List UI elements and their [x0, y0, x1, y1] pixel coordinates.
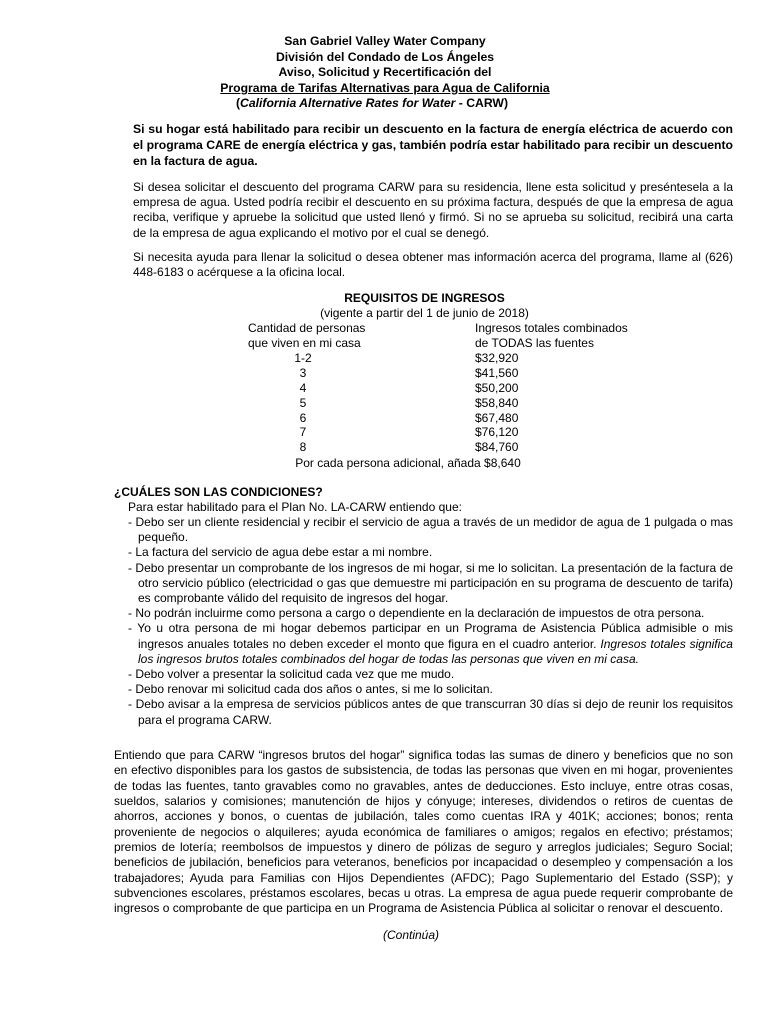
persons-cell: 3 — [299, 365, 307, 380]
persons-header-line2: que viven en mi casa — [248, 336, 361, 351]
document-header — [0, 34, 770, 112]
amount-cell: $32,920 — [475, 351, 519, 365]
table-row — [248, 381, 548, 396]
application-paragraph: Si desea solicitar el descuento del programa CARW para su residencia, llene esta solicitud y preséntesela a la empresa de agua. Usted podría recibir el descuento en su próxima factura, después de que la empresa de agua reciba, verifique y apruebe la solicitud que usted llenó y firmó. Si no se aprueba su solicitud, recibirá una carta de la empresa de agua explicando el motivo por el cual se denegó. — [133, 180, 733, 240]
persons-cell: 4 — [299, 380, 307, 395]
list-item: - No podrán incluirme como persona a cargo o dependiente en la declaración de impuestos de otra persona. — [128, 606, 705, 621]
income-header-line2: de TODAS las fuentes — [475, 336, 594, 351]
persons-cell: 5 — [299, 395, 307, 410]
persons-header-line1: Cantidad de personas — [248, 321, 366, 335]
conditions-title: ¿CUÁLES SON LAS CONDICIONES? — [114, 485, 323, 499]
list-item: - Debo presentar un comprobante de los ingresos de mi hogar, si me lo solicitan. La presentación de la factura de otro servicio público (electricidad o gas que demuestre mi participación en su programa de descuento de tarifa) es comprobante válido del requisito de ingresos del hogar. — [128, 560, 733, 606]
amount-cell: $76,120 — [475, 425, 519, 440]
amount-cell: $41,560 — [475, 365, 519, 380]
amount-cell: $50,200 — [475, 380, 519, 395]
eligibility-intro: Si su hogar está habilitado para recibir un descuento en la factura de energía eléctrica de acuerdo con el programa CARE de energía eléctrica y gas, también podría estar habilitado para recibir un descuento en la factura de agua. — [133, 122, 733, 168]
list-item: - Debo avisar a la empresa de servicios públicos antes de que transcurran 30 días si dejo de reunir los requisitos para el programa CARW. — [128, 697, 733, 727]
additional-person-note: Por cada persona adicional, añada $8,640 — [295, 456, 521, 470]
program-title: Programa de Tarifas Alternativas para Agua de California — [220, 80, 550, 95]
income-header-line1: Ingresos totales combinados — [475, 321, 628, 335]
persons-cell: 6 — [299, 410, 307, 425]
table-row — [248, 425, 548, 440]
list-item-italic-note: Ingresos totales significa los ingresos brutos totales combinados del hogar de todas las personas que viven en mi casa. — [138, 636, 733, 666]
conditions-list — [128, 515, 733, 728]
list-item: - La factura del servicio de agua debe estar a mi nombre. — [128, 545, 433, 560]
table-row — [248, 366, 548, 381]
program-english-name — [0, 96, 770, 112]
income-table — [248, 351, 548, 455]
persons-cell: 1-2 — [294, 351, 312, 365]
list-item: - Debo renovar mi solicitud cada dos años o antes, si me lo solicitan. — [128, 682, 493, 697]
list-item — [128, 621, 733, 667]
amount-cell: $67,480 — [475, 410, 519, 425]
program-english-italic: California Alternative Rates for Water — [240, 96, 456, 111]
conditions-intro: Para estar habilitado para el Plan No. LA-CARW entiendo que: — [128, 500, 462, 514]
continued-note: (Continúa) — [382, 928, 440, 942]
company-name: San Gabriel Valley Water Company — [284, 34, 486, 48]
list-item-text: - Yo u otra persona de mi hogar debemos participar en un Programa de Asistencia Pública admisible o mis ingresos anuales totales no deben exceder el monto que figura en el cuadro anterior. — [128, 621, 733, 651]
amount-cell: $58,840 — [475, 395, 519, 410]
list-item: - Debo volver a presentar la solicitud cada vez que me mudo. — [128, 667, 455, 682]
help-paragraph: Si necesita ayuda para llenar la solicitud o desea obtener mas información acerca del programa, llame al (626) 448-6183 o acérquese a la oficina local. — [133, 250, 733, 280]
income-requirements-title: REQUISITOS DE INGRESOS — [344, 291, 505, 305]
division-name: División del Condado de Los Ángeles — [275, 49, 495, 64]
amount-cell: $84,760 — [475, 440, 519, 455]
table-row — [248, 351, 548, 366]
persons-column-header — [248, 321, 365, 351]
table-row — [248, 440, 548, 455]
persons-cell: 8 — [299, 440, 307, 455]
income-requirements-subtitle: (vigente a partir del 1 de junio de 2018) — [320, 306, 529, 320]
table-row — [248, 396, 548, 411]
persons-cell: 7 — [299, 425, 307, 440]
program-acronym: - CARW) — [455, 96, 508, 111]
table-row — [248, 411, 548, 426]
paren-open: ( — [235, 96, 241, 111]
income-column-header — [475, 321, 628, 351]
notice-title: Aviso, Solicitud y Recertificación del — [278, 65, 492, 80]
list-item: - Debo ser un cliente residencial y recibir el servicio de agua a través de un medidor de agua de 1 pulgada o mas pequeño. — [128, 515, 733, 545]
gross-income-definition: Entiendo que para CARW “ingresos brutos del hogar” significa todas las sumas de dinero y beneficios que no son en efectivo disponibles para los gastos de subsistencia, de todas las personas que viven en mi hogar, provenientes de todas las fuentes, tanto gravables como no gravables, antes de deducciones. Esto incluye, entre otras cosas, sueldos, salarios y comisiones; manutención de hijos y cónyuge; intereses, dividendos o retiros de cuentas de ahorros, acciones y bonos, o cuentas de jubilación, tales como cuentas IRA y 401K; acciones; bonos; renta proveniente de negocios o alquileres; ayuda económica de familiares o amigos; regalos en efectivo; préstamos; premios de lotería; reembolsos de impuestos y dinero de pólizas de seguro y arreglos judiciales; Seguro Social; beneficios de jubilación, beneficios para veteranos, beneficios por incapacidad o desempleo y compensación a los trabajadores; Ayuda para Familias con Hijos Dependientes (AFDC); Pago Suplementario del Estado (SSP); y subvenciones escolares, préstamos escolares, becas u otras. La empresa de agua puede requerir comprobante de ingresos o comprobante de que participa en un Programa de Asistencia Pública al solicitar o renovar el descuento. — [114, 748, 733, 916]
